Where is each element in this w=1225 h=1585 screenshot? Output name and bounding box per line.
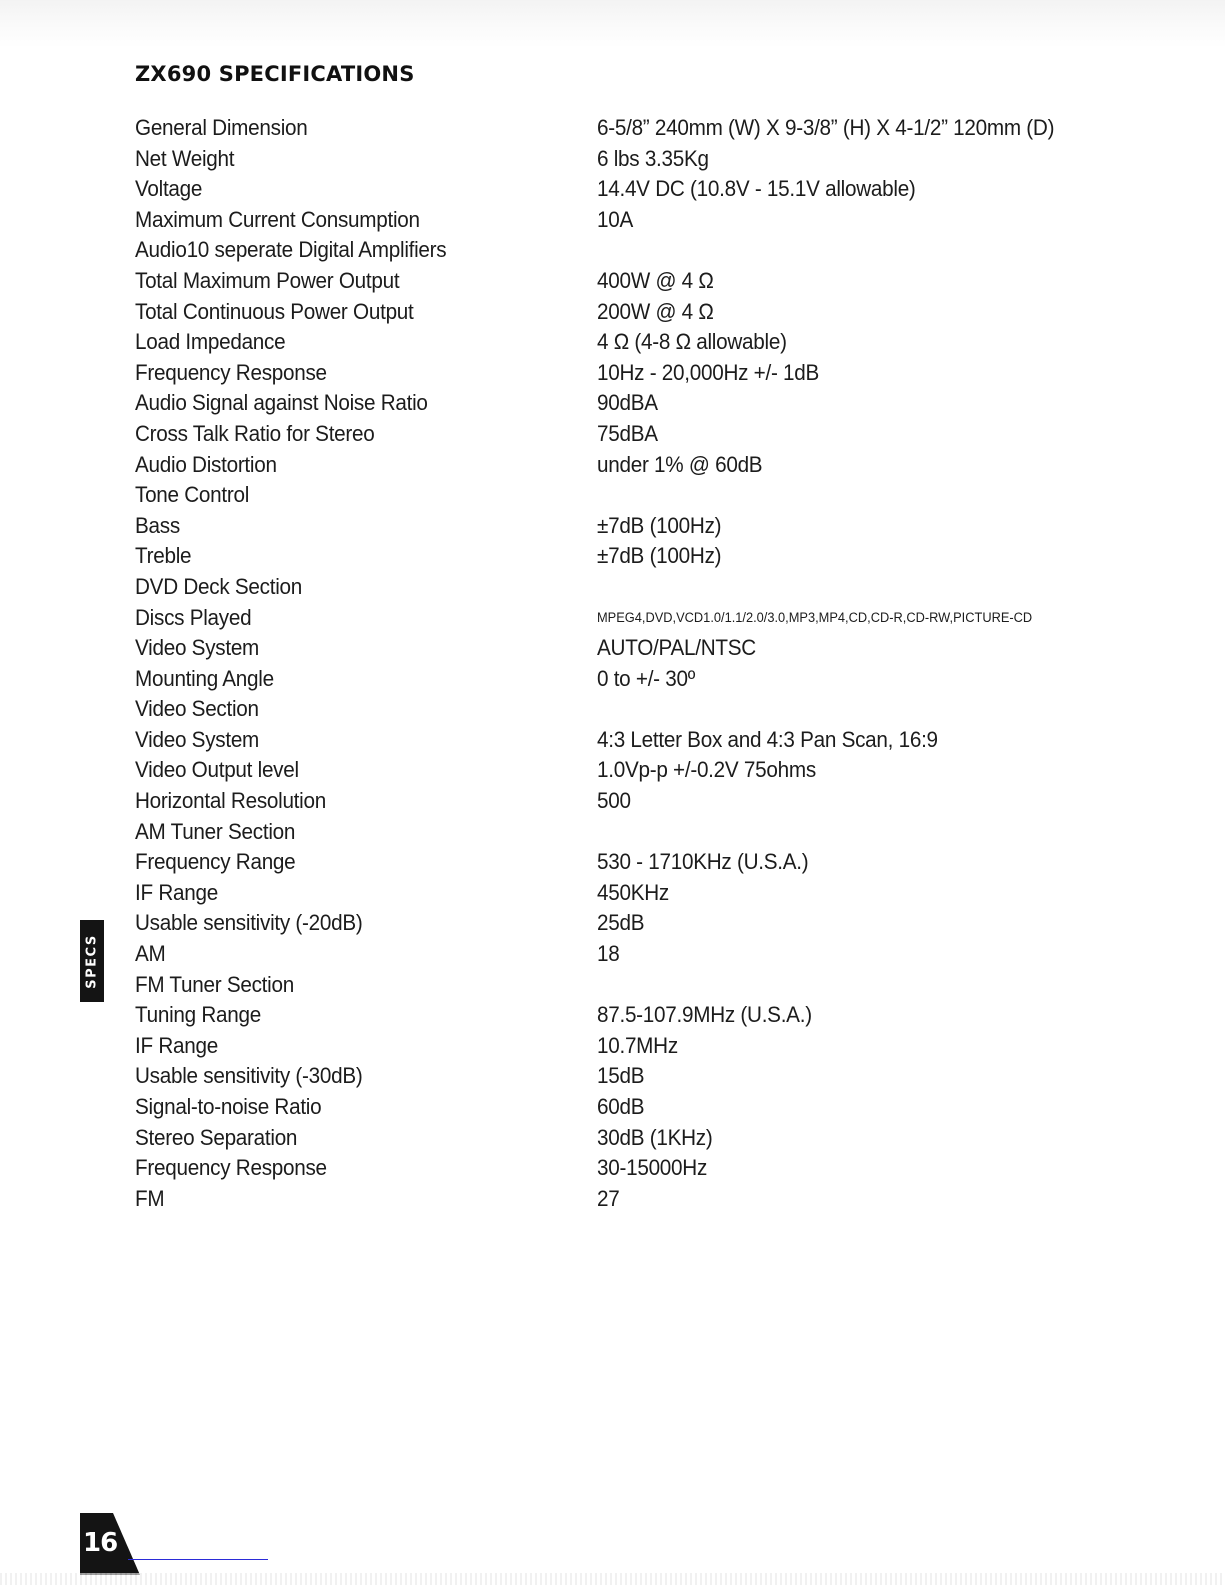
spec-row: [135, 511, 1095, 542]
spec-label: Frequency Range: [135, 849, 296, 875]
spec-value: [597, 970, 1055, 1001]
spec-value: AUTO/PAL/NTSC: [597, 635, 756, 661]
spec-value: 87.5-107.9MHz (U.S.A.): [597, 1002, 812, 1028]
spec-label: Cross Talk Ratio for Stereo: [135, 420, 375, 446]
spec-label: Bass: [135, 512, 180, 538]
spec-row: [135, 847, 1095, 878]
page-title: ZX690 SPECIFICATIONS: [135, 62, 415, 86]
spec-label: Discs Played: [135, 604, 252, 630]
spec-label: Tone Control: [135, 482, 250, 508]
spec-value: MPEG4,DVD,VCD1.0/1.1/2.0/3.0,MP3,MP4,CD,CD-R,CD-RW,PICTURE-CD: [597, 609, 1033, 625]
spec-label: Usable sensitivity (-20dB): [135, 910, 363, 936]
spec-value: 4:3 Letter Box and 4:3 Pan Scan, 16:9: [597, 726, 938, 752]
spec-value: 25dB: [597, 910, 645, 936]
footer-rule: [128, 1559, 268, 1560]
spec-value: 10Hz - 20,000Hz +/- 1dB: [597, 359, 820, 385]
spec-value: 0 to +/- 30º: [597, 665, 696, 691]
spec-row: [135, 174, 1095, 205]
spec-label: DVD Deck Section: [135, 573, 303, 599]
spec-row: [135, 939, 1095, 970]
spec-label: Video Section: [135, 696, 259, 722]
spec-label: Mounting Angle: [135, 665, 274, 691]
spec-row: [135, 541, 1095, 572]
spec-value: [597, 235, 1055, 266]
spec-row: [135, 205, 1095, 236]
spec-row: [135, 1092, 1095, 1123]
spec-value: [597, 817, 1055, 848]
spec-value: ±7dB (100Hz): [597, 543, 722, 569]
spec-row: [135, 266, 1095, 297]
spec-value: 90dBA: [597, 390, 658, 416]
spec-label: Treble: [135, 543, 192, 569]
spec-row: [135, 694, 1095, 725]
spec-value: 450KHz: [597, 879, 669, 905]
spec-label: AM Tuner Section: [135, 818, 296, 844]
spec-row: [135, 1153, 1095, 1184]
spec-value: 60dB: [597, 1094, 645, 1119]
spec-row: [135, 970, 1095, 1001]
spec-row: [135, 725, 1095, 756]
spec-label: FM: [135, 1185, 165, 1211]
spec-value: [597, 694, 1055, 725]
spec-label: Audio Signal against Noise Ratio: [135, 390, 428, 416]
spec-label: Video System: [135, 635, 260, 661]
spec-row: [135, 144, 1095, 175]
spec-value: 4 Ω (4-8 Ω allowable): [597, 329, 787, 355]
spec-label: Tuning Range: [135, 1002, 261, 1028]
spec-label: Video Output level: [135, 757, 299, 783]
spec-row: [135, 1184, 1095, 1215]
scan-edge: [0, 0, 1225, 48]
spec-label: General Dimension: [135, 115, 308, 140]
spec-value: 500: [597, 788, 631, 814]
spec-row: [135, 480, 1095, 511]
spec-row: [135, 113, 1095, 144]
page-number: 16: [83, 1528, 118, 1558]
spec-label: Net Weight: [135, 145, 235, 171]
spec-row: [135, 755, 1095, 786]
spec-value: 18: [597, 941, 620, 967]
spec-row: [135, 1000, 1095, 1031]
spec-label: Total Maximum Power Output: [135, 267, 400, 293]
spec-row: [135, 908, 1095, 939]
spec-row: [135, 786, 1095, 817]
spec-label: Total Continuous Power Output: [135, 298, 414, 324]
spec-label: IF Range: [135, 879, 218, 905]
spec-label: AM: [135, 941, 166, 967]
spec-row: [135, 603, 1095, 634]
spec-value: under 1% @ 60dB: [597, 451, 763, 477]
spec-label: Audio10 seperate Digital Amplifiers: [135, 237, 447, 263]
spec-value: 75dBA: [597, 420, 658, 446]
spec-label: Usable sensitivity (-30dB): [135, 1063, 363, 1089]
spec-value: 200W @ 4 Ω: [597, 298, 714, 324]
spec-value: 530 - 1710KHz (U.S.A.): [597, 849, 809, 875]
spec-label: Maximum Current Consumption: [135, 206, 420, 232]
spec-value: 400W @ 4 Ω: [597, 267, 714, 293]
spec-label: Frequency Response: [135, 359, 327, 385]
spec-label: FM Tuner Section: [135, 971, 294, 997]
spec-label: Audio Distortion: [135, 451, 277, 477]
spec-row: [135, 572, 1095, 603]
spec-value: 15dB: [597, 1063, 645, 1089]
spec-row: [135, 388, 1095, 419]
spec-label: Load Impedance: [135, 329, 286, 355]
spec-row: [135, 297, 1095, 328]
spec-row: [135, 450, 1095, 481]
spec-label: Frequency Response: [135, 1155, 327, 1181]
spec-value: 10.7MHz: [597, 1032, 678, 1058]
spec-value: 14.4V DC (10.8V - 15.1V allowable): [597, 176, 916, 202]
spec-value: 6 lbs 3.35Kg: [597, 145, 709, 171]
spec-row: [135, 327, 1095, 358]
spec-label: Voltage: [135, 176, 203, 202]
spec-row: [135, 878, 1095, 909]
spec-row: [135, 419, 1095, 450]
spec-value: 30dB (1KHz): [597, 1124, 713, 1150]
spec-value: 6-5/8” 240mm (W) X 9-3/8” (H) X 4-1/2” 120mm (D): [597, 115, 1055, 140]
spec-value: [597, 480, 1055, 511]
section-tab: [80, 920, 104, 1002]
spec-value: 30-15000Hz: [597, 1155, 708, 1181]
spec-row: [135, 235, 1095, 266]
spec-label: Video System: [135, 726, 260, 752]
spec-table: [135, 113, 1095, 1214]
spec-row: [135, 664, 1095, 695]
spec-label: IF Range: [135, 1032, 218, 1058]
spec-value: [597, 572, 1055, 603]
spec-row: [135, 1123, 1095, 1154]
spec-value: 1.0Vp-p +/-0.2V 75ohms: [597, 757, 816, 783]
spec-row: [135, 633, 1095, 664]
spec-row: [135, 817, 1095, 848]
spec-value: 10A: [597, 206, 634, 232]
spec-row: [135, 1061, 1095, 1092]
spec-row: [135, 1031, 1095, 1062]
spec-label: Stereo Separation: [135, 1124, 298, 1150]
spec-label: Horizontal Resolution: [135, 788, 326, 814]
spec-value: 27: [597, 1185, 620, 1211]
spec-label: Signal-to-noise Ratio: [135, 1094, 322, 1119]
scan-edge-bottom: [0, 1573, 1225, 1585]
section-tab-label: SPECS: [84, 933, 100, 989]
spec-row: [135, 358, 1095, 389]
spec-value: ±7dB (100Hz): [597, 512, 722, 538]
